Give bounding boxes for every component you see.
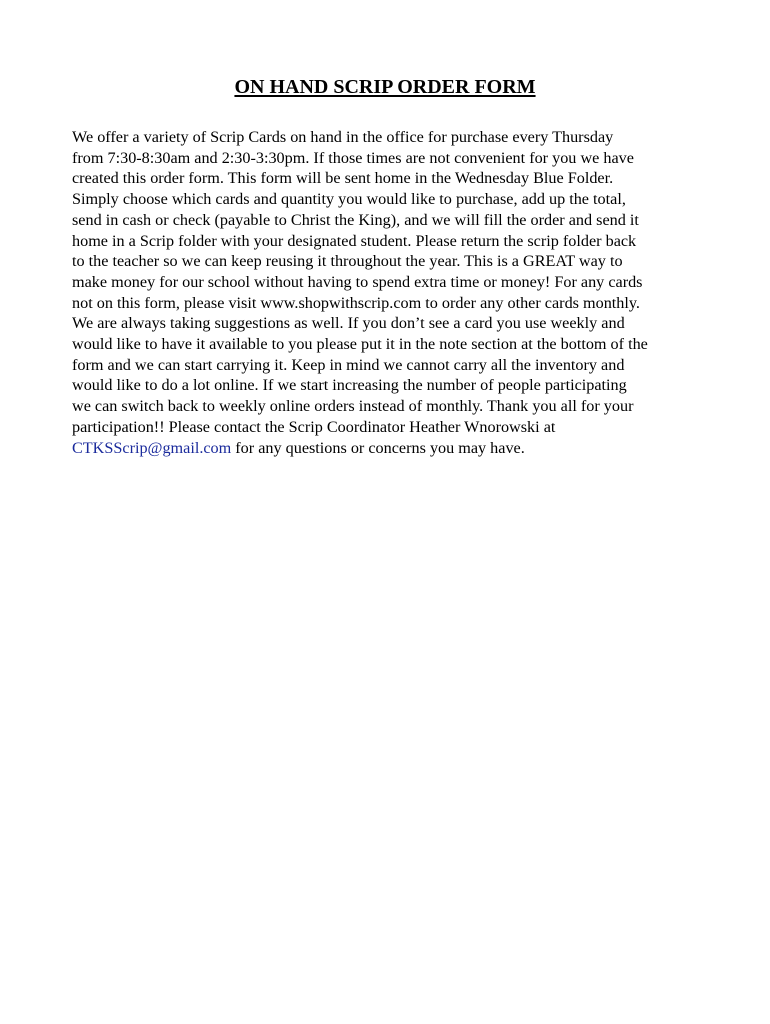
body-line: form and we can start carrying it. Keep in mind we cannot carry all the inventory and <box>72 355 625 374</box>
closing-text: for any questions or concerns you may have. <box>231 438 525 457</box>
body-line: We are always taking suggestions as well. If you don’t see a card you use weekly and <box>72 314 625 333</box>
body-line: we can switch back to weekly online orders instead of monthly. Thank you all for your <box>72 397 634 416</box>
body-line: not on this form, please visit www.shopwithscrip.com to order any other cards monthly. <box>72 293 640 312</box>
body-line: created this order form. This form will be sent home in the Wednesday Blue Folder. <box>72 169 614 188</box>
body-line: would like to do a lot online. If we start increasing the number of people participating <box>72 376 627 395</box>
body-line: would like to have it available to you please put it in the note section at the bottom of the <box>72 335 648 354</box>
body-line: participation!! Please contact the Scrip Coordinator Heather Wnorowski at <box>72 417 556 436</box>
contact-email-link[interactable]: CTKSScrip@gmail.com <box>72 438 232 457</box>
body-line: to the teacher so we can keep reusing it throughout the year. This is a GREAT way to <box>72 252 623 271</box>
body-paragraph <box>72 127 712 458</box>
body-line: send in cash or check (payable to Christ the King), and we will fill the order and send it <box>72 210 639 229</box>
body-line: home in a Scrip folder with your designated student. Please return the scrip folder back <box>72 231 637 250</box>
page-title: ON HAND SCRIP ORDER FORM <box>234 76 536 98</box>
body-line: make money for our school without having to spend extra time or money! For any cards <box>72 272 643 291</box>
body-line: Simply choose which cards and quantity you would like to purchase, add up the total, <box>72 190 626 209</box>
body-line: from 7:30-8:30am and 2:30-3:30pm. If those times are not convenient for you we have <box>72 148 634 167</box>
closing-line <box>72 438 712 459</box>
body-line: We offer a variety of Scrip Cards on hand in the office for purchase every Thursday <box>72 128 614 146</box>
